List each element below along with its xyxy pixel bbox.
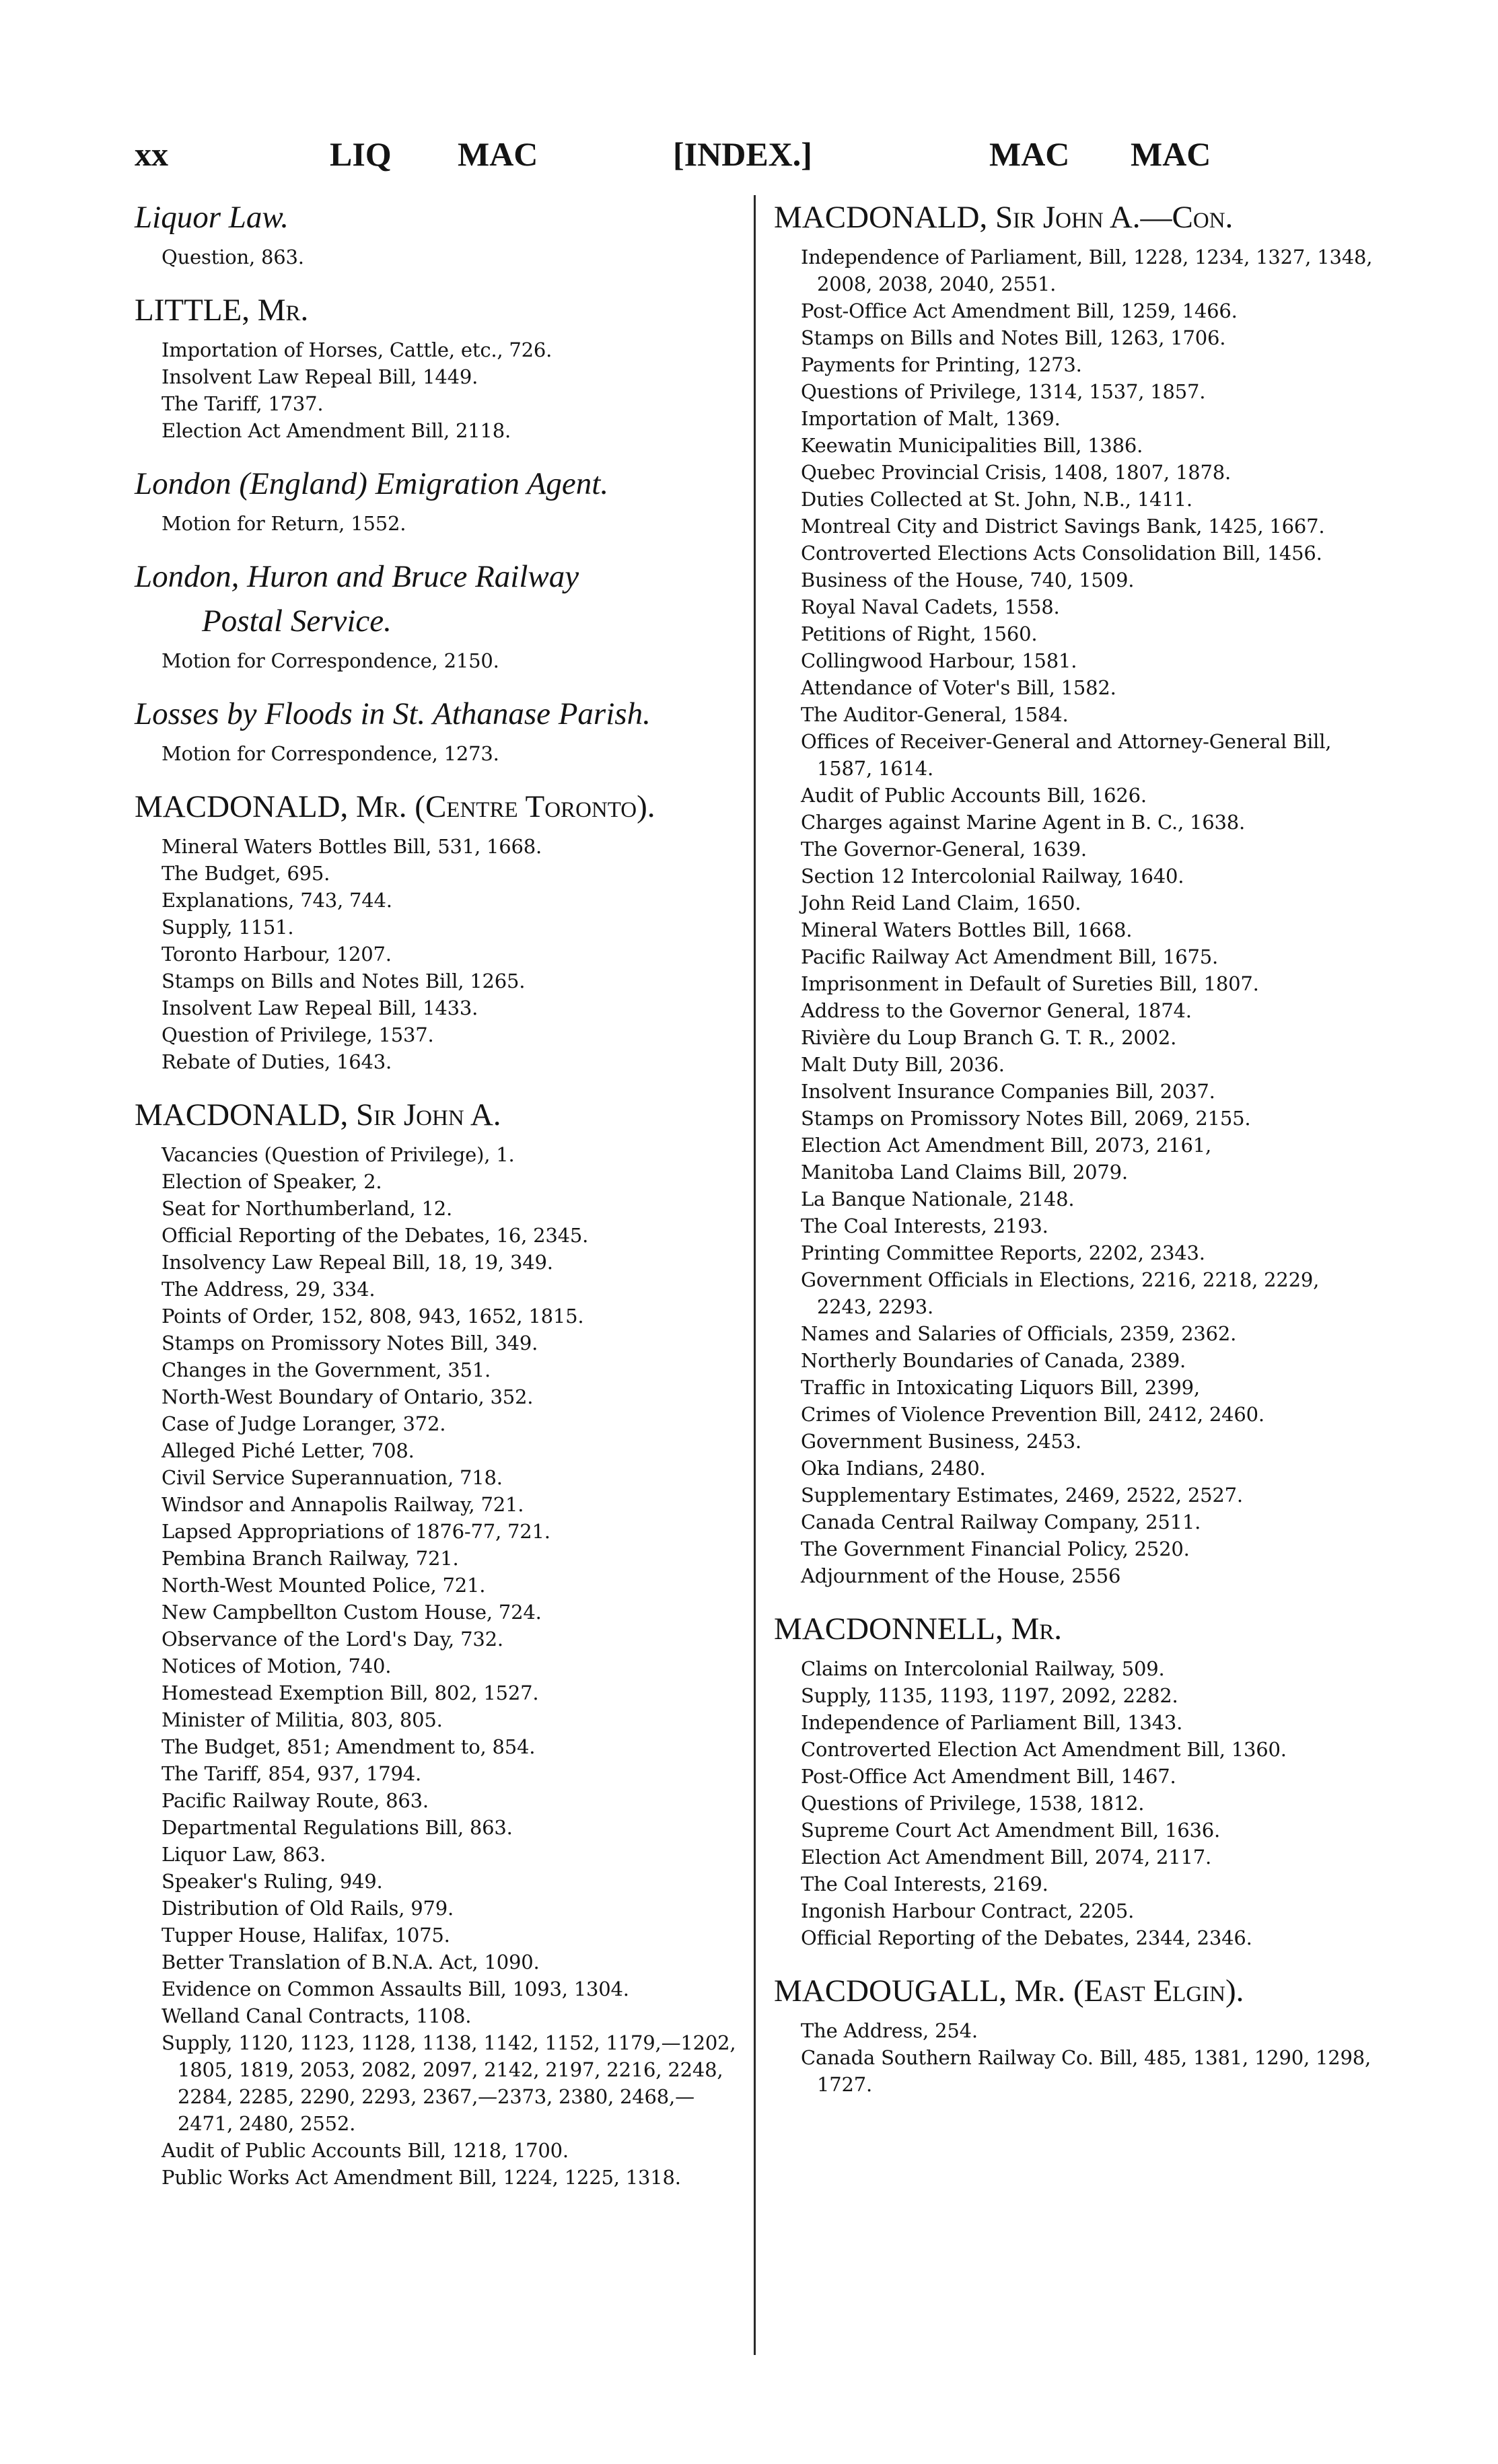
- index-entry: Insolvent Law Repeal Bill, 1433.: [162, 997, 478, 1019]
- index-entry: Motion for Correspondence, 2150.: [162, 649, 499, 672]
- index-entry: Vacancies (Question of Privilege), 1.: [162, 1143, 515, 1166]
- index-entry: Royal Naval Cadets, 1558.: [801, 595, 1060, 618]
- section-heading-line2: Postal Service.: [202, 604, 392, 639]
- index-section: [774, 1607, 1380, 1951]
- index-entry: Section 12 Intercolonial Railway, 1640.: [801, 865, 1184, 887]
- index-section: [774, 1969, 1380, 2098]
- index-entry: Motion for Return, 1552.: [162, 512, 406, 535]
- index-entry: Claims on Intercolonial Railway, 509.: [801, 1657, 1165, 1680]
- index-entry: Question, 863.: [162, 246, 304, 268]
- index-entry: Audit of Public Accounts Bill, 1626.: [801, 784, 1147, 807]
- index-entry: Supplementary Estimates, 2469, 2522, 2527.: [801, 1484, 1243, 1507]
- index-entry: Stamps on Promissory Notes Bill, 349.: [162, 1332, 538, 1354]
- index-entry: The Coal Interests, 2169.: [801, 1873, 1048, 1895]
- index-entry: Toronto Harbour, 1207.: [162, 943, 392, 966]
- index-entry: Malt Duty Bill, 2036.: [801, 1053, 1005, 1076]
- index-entry: New Campbellton Custom House, 724.: [162, 1601, 542, 1624]
- entry-list: [135, 510, 740, 537]
- index-entry: Alleged Piché Letter, 708.: [162, 1439, 415, 1462]
- index-entry: The Tariff, 1737.: [162, 392, 324, 415]
- entry-list: [135, 1141, 740, 2191]
- index-entry: Minister of Militia, 803, 805.: [162, 1708, 443, 1731]
- index-entry: Imprisonment in Default of Sureties Bill, 1807.: [801, 972, 1259, 995]
- section-heading-text: MACDONALD, Mr. (Centre Toronto).: [135, 789, 655, 824]
- entry-list: [135, 647, 740, 674]
- index-entry: Departmental Regulations Bill, 863.: [162, 1816, 513, 1839]
- index-entry: Post-Office Act Amendment Bill, 1259, 1466.: [801, 299, 1238, 322]
- running-header: [135, 135, 1366, 182]
- index-entry: Welland Canal Contracts, 1108.: [162, 2004, 472, 2027]
- index-entry: Montreal City and District Savings Bank, 1425, 1667.: [801, 515, 1325, 538]
- index-entry: Explanations, 743, 744.: [162, 889, 392, 912]
- section-heading-text: Losses by Floods in St. Athanase Parish.: [135, 696, 651, 731]
- index-entry: Tupper House, Halifax, 1075.: [162, 1924, 450, 1947]
- index-entry: Questions of Privilege, 1538, 1812.: [801, 1792, 1145, 1815]
- index-entry: Quebec Provincial Crisis, 1408, 1807, 1878.: [801, 461, 1231, 484]
- section-heading-text: LITTLE, Mr.: [135, 293, 309, 328]
- index-entry: Election of Speaker, 2.: [162, 1170, 382, 1193]
- section-heading: [774, 1607, 1380, 1651]
- index-entry: Windsor and Annapolis Railway, 721.: [162, 1493, 524, 1516]
- entry-list: [774, 1655, 1380, 1951]
- index-entry: Post-Office Act Amendment Bill, 1467.: [801, 1765, 1176, 1788]
- index-entry: Points of Order, 152, 808, 943, 1652, 1815.: [162, 1305, 584, 1328]
- section-heading: [135, 554, 740, 643]
- section-heading-text: London (England) Emigration Agent.: [135, 466, 609, 501]
- index-entry: Evidence on Common Assaults Bill, 1093, 1304.: [162, 1978, 629, 2000]
- index-section: [774, 195, 1380, 1589]
- index-entry: The Auditor-General, 1584.: [801, 703, 1069, 726]
- index-entry: Motion for Correspondence, 1273.: [162, 742, 499, 765]
- entry-list: [135, 244, 740, 270]
- index-entry: Better Translation of B.N.A. Act, 1090.: [162, 1951, 540, 1973]
- index-entry: Supply, 1120, 1123, 1128, 1138, 1142, 1152, 1179,—1202, 1805, 1819, 2053, 2082, 2097, 2142, 2197, 2216, 2248, 2284, 2285, 2290, 2293, 2367,—2373, 2380, 2468,—2471, 2480, 2552.: [162, 2031, 736, 2135]
- entry-list: [135, 336, 740, 444]
- index-entry: Election Act Amendment Bill, 2073, 2161,: [801, 1134, 1212, 1157]
- index-entry: Names and Salaries of Officials, 2359, 2362.: [801, 1322, 1237, 1345]
- index-entry: Official Reporting of the Debates, 16, 2345.: [162, 1224, 589, 1247]
- index-entry: Controverted Election Act Amendment Bill, 1360.: [801, 1738, 1287, 1761]
- section-heading: [135, 692, 740, 736]
- index-entry: Pacific Railway Route, 863.: [162, 1789, 429, 1812]
- index-section: [135, 785, 740, 1075]
- index-entry: Petitions of Right, 1560.: [801, 622, 1038, 645]
- index-entry: Importation of Horses, Cattle, etc., 726.: [162, 338, 552, 361]
- header-range-right-end: MAC: [1131, 135, 1211, 173]
- index-entry: Pacific Railway Act Amendment Bill, 1675.: [801, 945, 1219, 968]
- index-entry: Questions of Privilege, 1314, 1537, 1857.: [801, 380, 1206, 403]
- index-entry: Supply, 1151.: [162, 916, 294, 939]
- index-entry: The Address, 29, 334.: [162, 1278, 376, 1301]
- index-entry: Lapsed Appropriations of 1876-77, 721.: [162, 1520, 550, 1543]
- index-entry: The Budget, 851; Amendment to, 854.: [162, 1735, 536, 1758]
- index-entry: The Coal Interests, 2193.: [801, 1215, 1048, 1237]
- index-entry: John Reid Land Claim, 1650.: [801, 892, 1081, 914]
- index-entry: Pembina Branch Railway, 721.: [162, 1547, 459, 1570]
- index-entry: Notices of Motion, 740.: [162, 1655, 392, 1677]
- index-entry: Homestead Exemption Bill, 802, 1527.: [162, 1681, 539, 1704]
- index-entry: Stamps on Promissory Notes Bill, 2069, 2155.: [801, 1107, 1251, 1130]
- right-column: [774, 195, 1380, 2098]
- header-range-left-start: LIQ: [330, 135, 392, 173]
- entry-list: [774, 244, 1380, 1589]
- index-entry: Audit of Public Accounts Bill, 1218, 1700.: [162, 2139, 569, 2162]
- index-entry: Government Business, 2453.: [801, 1430, 1081, 1453]
- index-entry: Question of Privilege, 1537.: [162, 1023, 434, 1046]
- index-entry: Speaker's Ruling, 949.: [162, 1870, 383, 1893]
- index-entry: The Governor-General, 1639.: [801, 838, 1087, 861]
- index-entry: Stamps on Bills and Notes Bill, 1265.: [162, 970, 526, 992]
- index-entry: Election Act Amendment Bill, 2118.: [162, 419, 511, 442]
- index-entry: Independence of Parliament, Bill, 1228, 1234, 1327, 1348, 2008, 2038, 2040, 2551.: [801, 246, 1373, 295]
- index-entry: Oka Indians, 2480.: [801, 1457, 986, 1480]
- header-range-left-end: MAC: [458, 135, 538, 173]
- section-heading: [774, 195, 1380, 240]
- section-heading: [135, 195, 740, 240]
- index-entry: Insolvent Insurance Companies Bill, 2037.: [801, 1080, 1215, 1103]
- index-entry: Seat for Northumberland, 12.: [162, 1197, 453, 1220]
- index-entry: Manitoba Land Claims Bill, 2079.: [801, 1161, 1128, 1184]
- section-heading-text: MACDONNELL, Mr.: [774, 1611, 1063, 1646]
- index-entry: Rebate of Duties, 1643.: [162, 1050, 392, 1073]
- section-heading: [135, 462, 740, 506]
- index-entry: The Government Financial Policy, 2520.: [801, 1537, 1190, 1560]
- index-entry: Stamps on Bills and Notes Bill, 1263, 1706.: [801, 326, 1226, 349]
- section-heading: [135, 1093, 740, 1137]
- section-heading: [135, 785, 740, 829]
- index-entry: Official Reporting of the Debates, 2344, 2346.: [801, 1926, 1252, 1949]
- entry-list: [135, 833, 740, 1075]
- index-section: [135, 554, 740, 674]
- section-heading: [135, 288, 740, 332]
- index-entry: Observance of the Lord's Day, 732.: [162, 1628, 503, 1651]
- index-entry: Independence of Parliament Bill, 1343.: [801, 1711, 1183, 1734]
- index-entry: Mineral Waters Bottles Bill, 531, 1668.: [162, 835, 542, 858]
- index-entry: Canada Southern Railway Co. Bill, 485, 1381, 1290, 1298, 1727.: [801, 2046, 1371, 2096]
- index-entry: Changes in the Government, 351.: [162, 1358, 491, 1381]
- section-heading-text: London, Huron and Bruce Railway: [135, 559, 579, 594]
- index-entry: The Tariff, 854, 937, 1794.: [162, 1762, 421, 1785]
- index-entry: Duties Collected at St. John, N.B., 1411.: [801, 488, 1192, 511]
- index-entry: Offices of Receiver-General and Attorney-General Bill, 1587, 1614.: [801, 730, 1332, 780]
- header-range-right-start: MAC: [989, 135, 1070, 173]
- index-entry: Election Act Amendment Bill, 2074, 2117.: [801, 1846, 1212, 1869]
- index-entry: Crimes of Violence Prevention Bill, 2412, 2460.: [801, 1403, 1264, 1426]
- header-section-label: [INDEX.]: [673, 135, 812, 173]
- entry-list: [135, 740, 740, 767]
- index-entry: Government Officials in Elections, 2216, 2218, 2229, 2243, 2293.: [801, 1268, 1320, 1318]
- index-section: [135, 1093, 740, 2191]
- index-section: [135, 462, 740, 537]
- index-entry: Supreme Court Act Amendment Bill, 1636.: [801, 1819, 1220, 1842]
- index-entry: Charges against Marine Agent in B. C., 1638.: [801, 811, 1246, 834]
- index-entry: Importation of Malt, 1369.: [801, 407, 1061, 430]
- index-entry: Rivière du Loup Branch G. T. R., 2002.: [801, 1026, 1177, 1049]
- index-entry: Keewatin Municipalities Bill, 1386.: [801, 434, 1143, 457]
- section-heading-text: MACDONALD, Sir John A.—Con.: [774, 200, 1234, 235]
- index-entry: Civil Service Superannuation, 718.: [162, 1466, 503, 1489]
- index-entry: Address to the Governor General, 1874.: [801, 999, 1192, 1022]
- index-entry: Business of the House, 740, 1509.: [801, 569, 1135, 591]
- section-heading: [774, 1969, 1380, 2013]
- index-entry: Canada Central Railway Company, 2511.: [801, 1511, 1201, 1533]
- section-heading-text: Liquor Law.: [135, 200, 289, 235]
- index-entry: Printing Committee Reports, 2202, 2343.: [801, 1241, 1205, 1264]
- entry-list: [774, 2017, 1380, 2098]
- index-entry: Mineral Waters Bottles Bill, 1668.: [801, 918, 1133, 941]
- column-divider: [754, 195, 756, 2355]
- index-section: [135, 288, 740, 444]
- section-heading-text: MACDONALD, Sir John A.: [135, 1097, 501, 1132]
- index-entry: Attendance of Voter's Bill, 1582.: [801, 676, 1116, 699]
- index-section: [135, 692, 740, 767]
- index-entry: Ingonish Harbour Contract, 2205.: [801, 1899, 1135, 1922]
- index-entry: Liquor Law, 863.: [162, 1843, 326, 1866]
- index-entry: Distribution of Old Rails, 979.: [162, 1897, 454, 1920]
- index-entry: The Address, 254.: [801, 2019, 978, 2042]
- index-entry: Insolvency Law Repeal Bill, 18, 19, 349.: [162, 1251, 553, 1274]
- index-entry: North-West Boundary of Ontario, 352.: [162, 1385, 534, 1408]
- index-entry: Traffic in Intoxicating Liquors Bill, 2399,: [801, 1376, 1200, 1399]
- page-number: xx: [135, 135, 168, 173]
- index-entry: Adjournment of the House, 2556: [801, 1564, 1121, 1587]
- index-entry: Supply, 1135, 1193, 1197, 2092, 2282.: [801, 1684, 1178, 1707]
- left-column: [135, 195, 740, 2191]
- index-entry: Northerly Boundaries of Canada, 2389.: [801, 1349, 1186, 1372]
- index-entry: Payments for Printing, 1273.: [801, 353, 1082, 376]
- index-entry: Controverted Elections Acts Consolidation Bill, 1456.: [801, 542, 1322, 565]
- index-entry: Case of Judge Loranger, 372.: [162, 1412, 446, 1435]
- index-entry: La Banque Nationale, 2148.: [801, 1188, 1075, 1210]
- index-entry: The Budget, 695.: [162, 862, 330, 885]
- index-section: [135, 195, 740, 270]
- index-entry: Collingwood Harbour, 1581.: [801, 649, 1077, 672]
- index-entry: North-West Mounted Police, 721.: [162, 1574, 486, 1597]
- section-heading-text: MACDOUGALL, Mr. (East Elgin).: [774, 1973, 1244, 2008]
- index-entry: Insolvent Law Repeal Bill, 1449.: [162, 365, 478, 388]
- index-entry: Public Works Act Amendment Bill, 1224, 1225, 1318.: [162, 2166, 681, 2189]
